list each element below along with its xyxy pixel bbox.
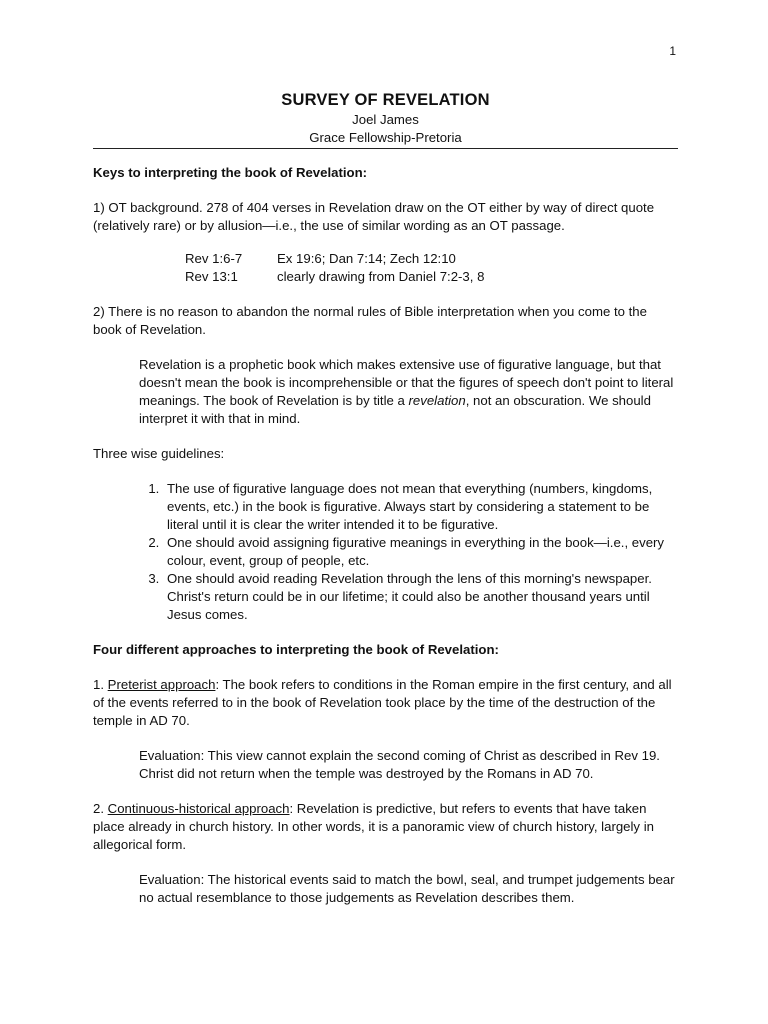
- reference-text: Ex 19:6; Dan 7:14; Zech 12:10: [277, 251, 456, 266]
- reference-list: [185, 250, 678, 286]
- note-text-start: Revelation is a prophetic book which makes extensive use of figurative language, but that doesn't mean the book is incomprehensible or that the figures of speech don't point to literal meanings. The book of Revelation is by title a: [139, 357, 674, 408]
- church-name: Grace Fellowship-Pretoria: [309, 130, 462, 145]
- approach-name: Continuous-historical approach: [107, 801, 290, 816]
- document-title: SURVEY OF REVELATION: [281, 91, 490, 109]
- guidelines-list: [93, 480, 678, 624]
- document-header: [93, 89, 678, 147]
- reference-row: [185, 268, 678, 286]
- interpretation-note: [139, 356, 678, 428]
- guideline-item: 2. One should avoid assigning figurative meanings in everything in the book—i.e., every colour, event, group of people, etc.: [163, 534, 678, 570]
- preterist-approach: [93, 676, 678, 730]
- reference-text: clearly drawing from Daniel 7:2-3, 8: [277, 269, 485, 284]
- author-name: Joel James: [352, 112, 419, 127]
- guideline-item: 3. One should avoid reading Revelation through the lens of this morning's newspaper. Christ's return could be in our lifetime; it could also be another thousand years until Jesus comes.: [163, 570, 678, 624]
- approach-number: 1.: [93, 677, 108, 692]
- guidelines-intro: Three wise guidelines:: [93, 446, 225, 461]
- approach-description: : Revelation is predictive, but refers to events that have taken place already in church history. In other words, it is a panoramic view of church history, largely in allegorical form.: [93, 801, 654, 852]
- historical-evaluation: Evaluation: The historical events said to match the bowl, seal, and trumpet judgements bear no actual resemblance to those judgements as Revelation describes them.: [139, 872, 675, 905]
- note-text-end: , not an obscuration. We should interpret it with that in mind.: [139, 393, 651, 426]
- note-emphasis: revelation: [408, 393, 466, 408]
- page-number: 1: [669, 44, 676, 58]
- historical-approach: [93, 800, 678, 854]
- approaches-heading: Four different approaches to interpreting the book of Revelation:: [93, 642, 499, 657]
- reference-key: Rev 13:1: [185, 269, 238, 284]
- header-divider: [93, 148, 678, 149]
- reference-key: Rev 1:6-7: [185, 251, 243, 266]
- approach-description: : The book refers to conditions in the Roman empire in the first century, and all of the events referred to in the book of Revelation took place by the time of the destruction of the temple in AD 70.: [93, 677, 672, 728]
- guideline-item: 1. The use of figurative language does not mean that everything (numbers, kingdoms, events, etc.) in the book is figurative. Always start by considering a statement to be literal until it is clear the writer intended it to be figurative.: [163, 480, 678, 534]
- approach-name: Preterist approach: [107, 677, 216, 692]
- keys-point-2: 2) There is no reason to abandon the normal rules of Bible interpretation when you come to the book of Revelation.: [93, 304, 647, 337]
- reference-row: [185, 250, 678, 268]
- keys-heading: Keys to interpreting the book of Revelation:: [93, 165, 368, 180]
- keys-point-1: 1) OT background. 278 of 404 verses in Revelation draw on the OT either by way of direct quote (relatively rare) or by allusion—i.e., the use of similar wording as an OT passage.: [93, 200, 655, 233]
- preterist-evaluation: Evaluation: This view cannot explain the second coming of Christ as described in Rev 19. Christ did not return when the temple was destroyed by the Romans in AD 70.: [139, 748, 660, 781]
- document-body: [93, 164, 678, 924]
- approach-number: 2.: [93, 801, 108, 816]
